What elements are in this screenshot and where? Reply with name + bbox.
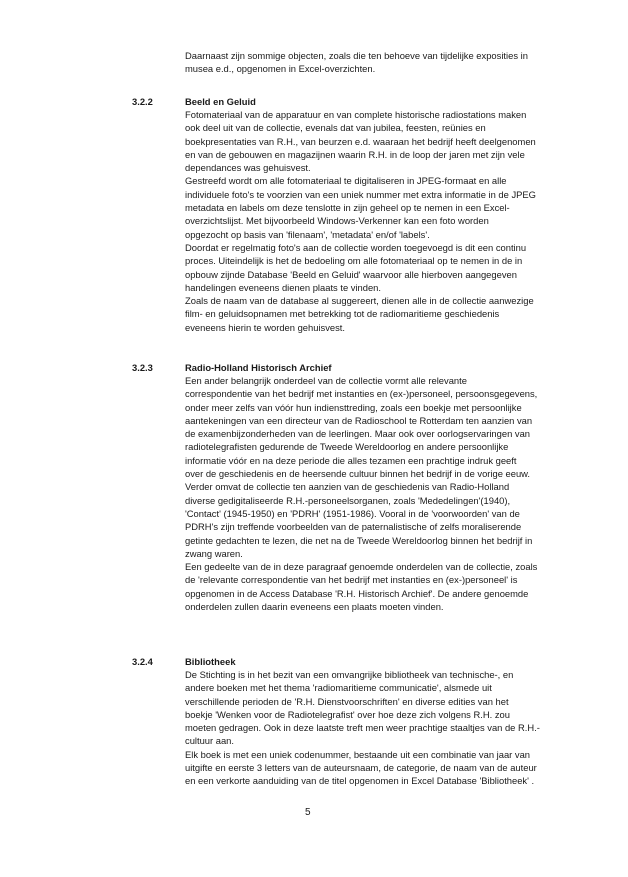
page-number: 5 bbox=[305, 807, 311, 818]
section-title: Radio-Holland Historisch Archief bbox=[185, 362, 332, 373]
section-number: 3.2.3 bbox=[132, 362, 153, 373]
intro-paragraph: Daarnaast zijn sommige objecten, zoals die ten behoeve van tijdelijke exposities in musea e.d., opgenomen in Excel-overzichten. bbox=[185, 50, 528, 75]
section-title: Bibliotheek bbox=[185, 656, 236, 667]
section-body: De Stichting is in het bezit van een omvangrijke bibliotheek van technische-, en andere boeken met het thema 'radiomaritieme communicatie', alsmede uit verschillende perioden de 'R.H. Dienstvoorschriften' en diverse edities van het boekje 'Wenken voor de Radiotelegrafist' over hoe deze zich volgens R.H. zou moeten gedragen. Ook in deze laatste treft men weer prachtige staaltjes van de R.H.- cultuur aan. Elk boek is met een uniek codenummer, bestaande uit een combinatie van jaar van uitgifte en eerste 3 letters van de auteursnaam, de categorie, de naam van de auteur en een verkorte aanduiding van de titel opgenomen in Excel Database 'Bibliotheek' . bbox=[185, 669, 540, 787]
section-body: Een ander belangrijk onderdeel van de collectie vormt alle relevante correspondentie van het bedrijf met instanties en (ex-)personeel, persoonsgegevens, onder meer zelfs van vóór hun indiensttreding, zoals een boekje met persoonlijke aantekeningen van een directeur van de Radioschool te Rotterdam ten aanzien van de examenbijzonderheden van de leerlingen. Maar ook over oorlogservaringen van radiotelegrafisten gedurende de Tweede Wereldoorlog en andere persoonlijke informatie vóór en na deze periode die alles tezamen een prachtige indruk geeft over de geschiedenis en de heersende cultuur binnen het bedrijf in de vorige eeuw. Verder omvat de collectie ten aanzien van de geschiedenis van Radio-Holland diverse gedigitaliseerde R.H.-personeelsorganen, zoals 'Mededelingen'(1940), 'Contact' (1945-1950) en 'PDRH' (1951-1986). Vooral in de 'voorwoorden' van de PDRH's zijn treffende voorbeelden van de paternalistische of zelfs moraliserende getinte gedachten te lezen, die net na de Tweede Wereldoorlog binnen het bedrijf in zwang waren. Een gedeelte van de in deze paragraaf genoemde onderdelen van de collectie, zoals de 'relevante correspondentie van het bedrijf met instanties en (ex-)personeel' is opgenomen in de Access Database 'R.H. Historisch Archief'. De andere genoemde onderdelen zullen daarin eveneens een plaats moeten vinden. bbox=[185, 375, 538, 613]
section-number: 3.2.2 bbox=[132, 96, 153, 107]
section-number: 3.2.4 bbox=[132, 656, 153, 667]
section-body: Fotomateriaal van de apparatuur en van complete historische radiostations maken ook deel uit van de collectie, evenals dat van jubilea, feesten, reünies en boekpresentaties van R.H., van beurzen e.d. waaraan het bedrijf heeft deelgenomen en van de gebouwen en magazijnen waarin R.H. in de loop der jaren met zijn vele dependances was gehuisvest. Gestreefd wordt om alle fotomateriaal te digitaliseren in JPEG-formaat en alle individuele foto's te voorzien van een uniek nummer met extra informatie in de JPEG metadata en labels om deze tenslotte in zijn geheel op te nemen in een Excel- overzichtslijst. Met bijvoorbeeld Windows-Verkenner kan een foto worden opgezocht op basis van 'filenaam', 'metadata' en/of 'labels'. Doordat er regelmatig foto's aan de collectie worden toegevoegd is dit een continu proces. Uiteindelijk is het de bedoeling om alle fotomateriaal op te nemen in de in opbouw zijnde Database 'Beeld en Geluid' waarvoor alle hierboven aangegeven handelingen eveneens dienen plaats te vinden. Zoals de naam van de database al suggereert, dienen alle in de collectie aanwezige film- en geluidsopnamen met betrekking tot de radiomaritieme geschiedenis eveneens hierin te worden gehuisvest. bbox=[185, 109, 536, 333]
section-title: Beeld en Geluid bbox=[185, 96, 256, 107]
